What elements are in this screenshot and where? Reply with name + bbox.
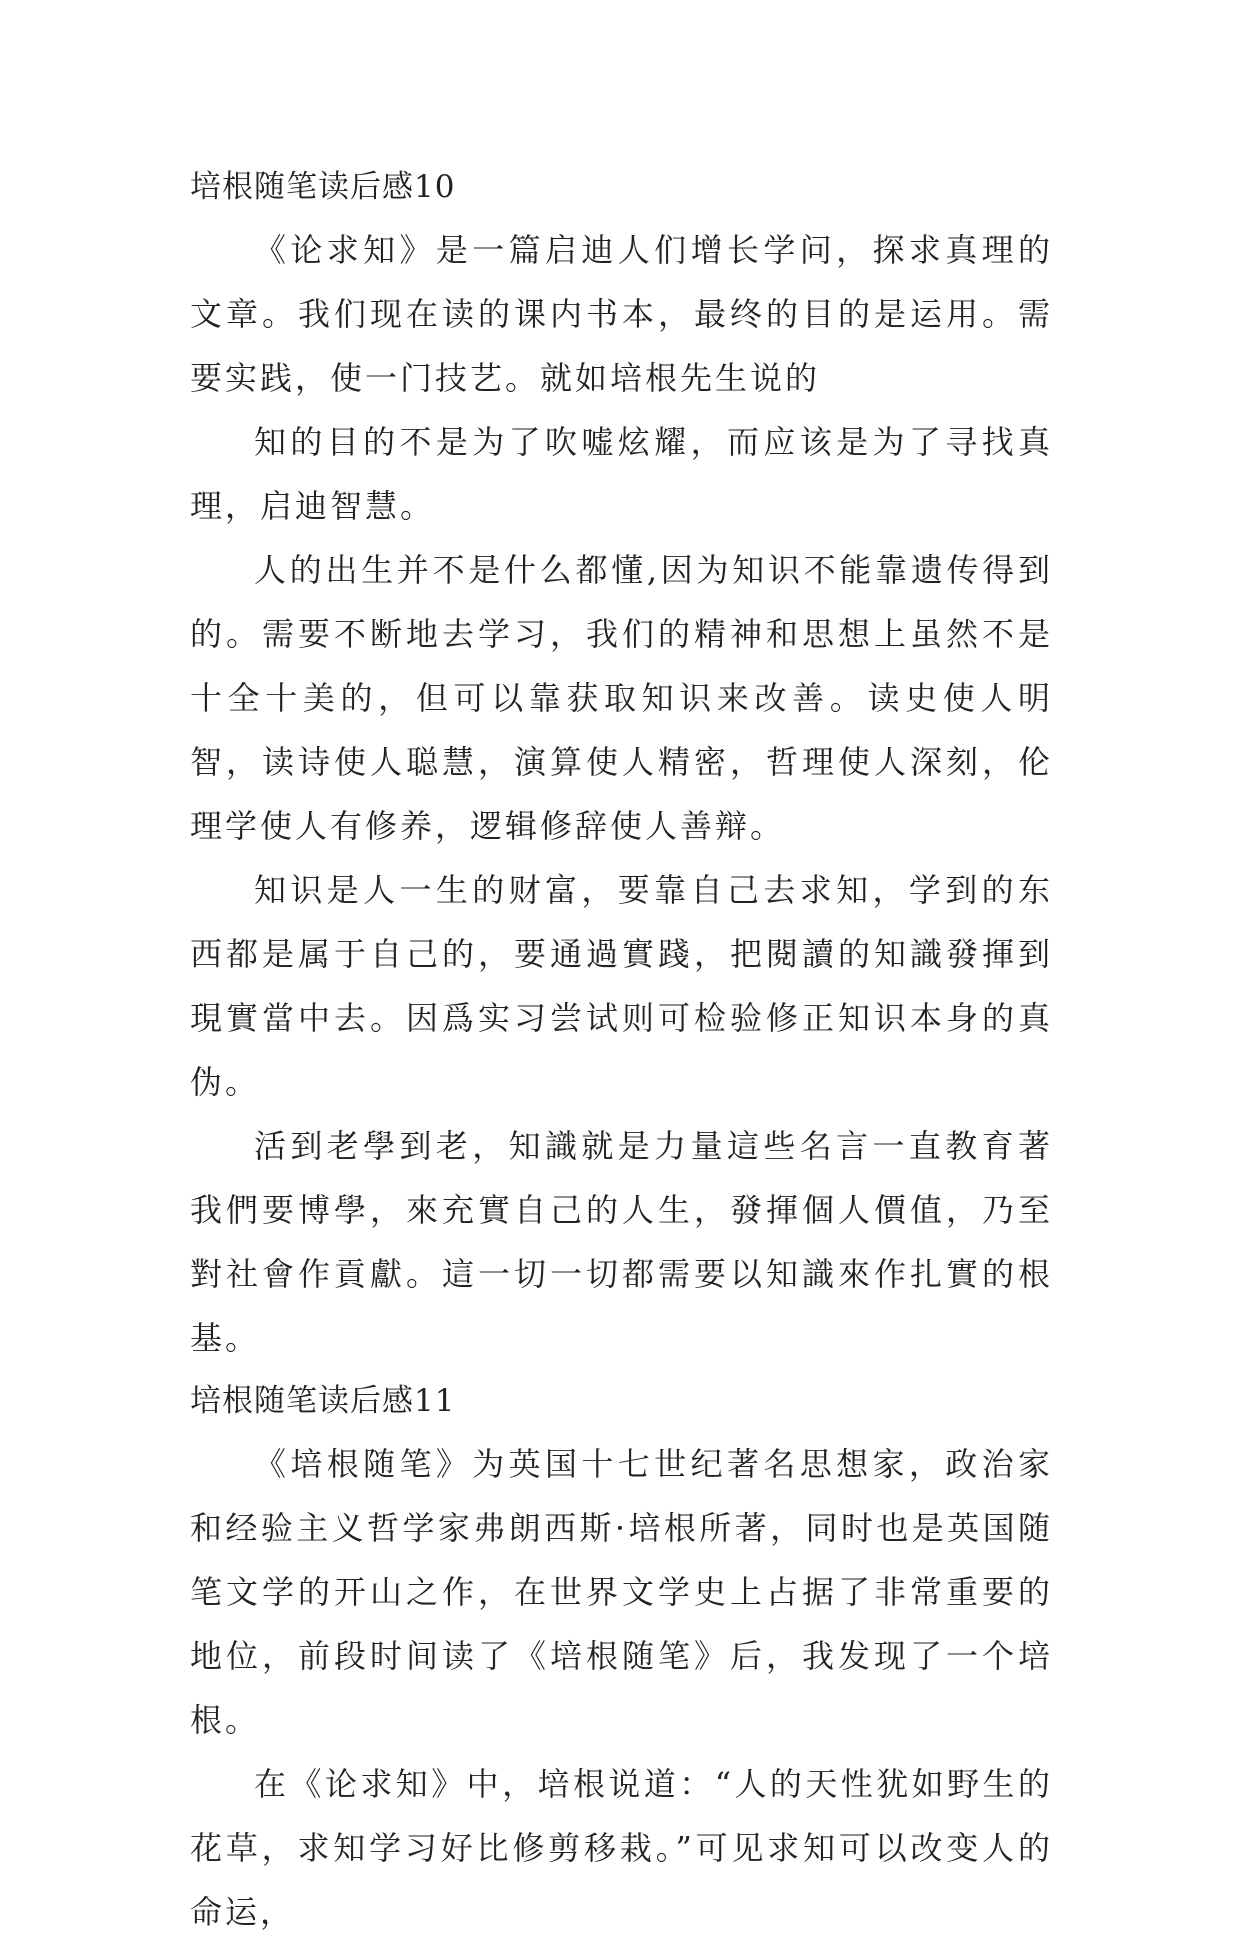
paragraph: 活到老學到老，知識就是力量這些名言一直教育著我們要博學，來充實自己的人生，發揮個人價值，乃至對社會作貢獻。這一切一切都需要以知識來作扎實的根基。: [190, 1127, 1053, 1357]
paragraph: 《培根随笔》为英国十七世纪著名思想家，政治家和经验主义哲学家弗朗西斯·培根所著，同时也是英国随笔文学的开山之作，在世界文学史上占据了非常重要的地位，前段时间读了《培根随笔》后，我发现了一个培根。: [190, 1445, 1053, 1739]
document-body: [190, 156, 1053, 1944]
paragraph: 《论求知》是一篇启迪人们增长学问，探求真理的文章。我们现在读的课内书本，最终的目的是运用。需要实践，使一门技艺。就如培根先生说的: [190, 231, 1053, 397]
section-title: 培根随笔读后感10: [190, 169, 456, 205]
paragraph: 知的目的不是为了吹嘘炫耀，而应该是为了寻找真理，启迪智慧。: [190, 423, 1053, 525]
essay-section-11: [190, 1370, 1053, 1944]
section-title: 培根随笔读后感11: [190, 1383, 456, 1419]
essay-section-10: [190, 156, 1053, 1370]
paragraph: 人的出生并不是什么都懂,因为知识不能靠遗传得到的。需要不断地去学习，我们的精神和思想上虽然不是十全十美的，但可以靠获取知识来改善。读史使人明智，读诗使人聪慧，演算使人精密，哲理使人深刻，伦理学使人有修养，逻辑修辞使人善辩。: [190, 551, 1053, 845]
paragraph: 在《论求知》中，培根说道：“人的天性犹如野生的花草，求知学习好比修剪移栽。”可见求知可以改变人的命运，: [190, 1765, 1053, 1931]
paragraph: 知识是人一生的财富，要靠自己去求知，学到的东西都是属于自己的，要通過實踐，把閱讀的知識發揮到現實當中去。因爲实习尝试则可检验修正知识本身的真伪。: [190, 871, 1053, 1101]
